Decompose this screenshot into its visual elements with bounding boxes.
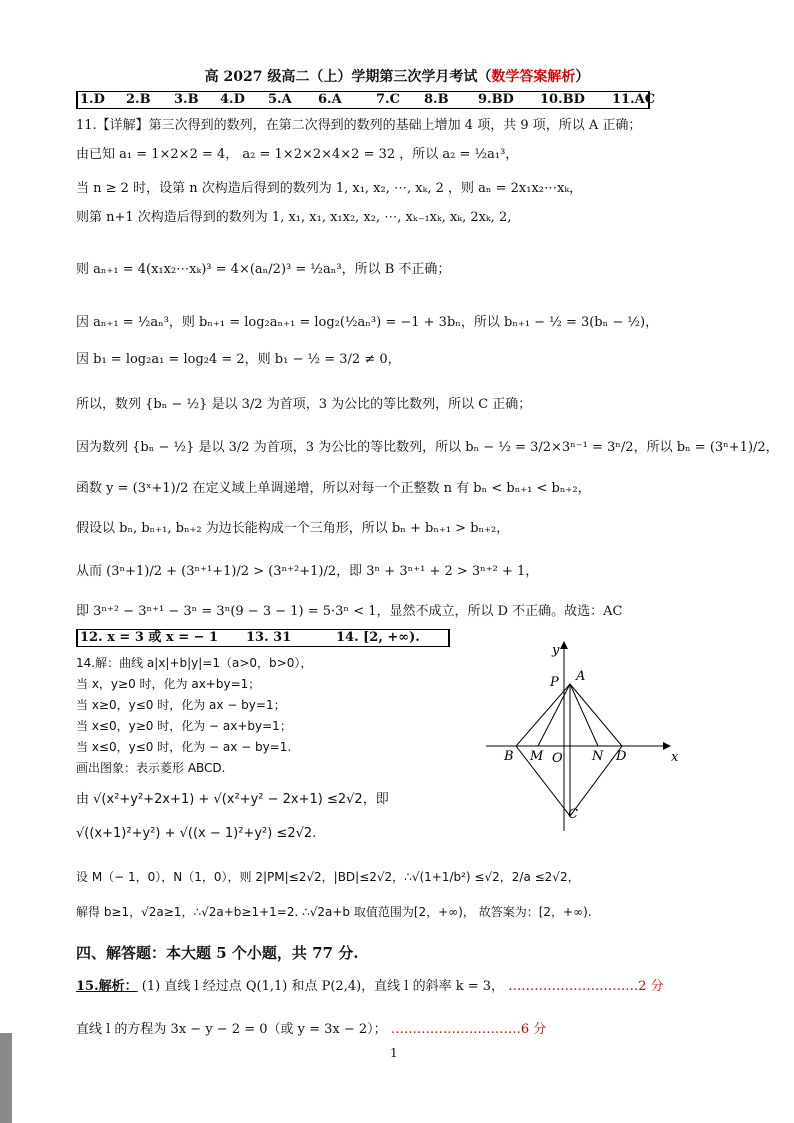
q11-line: 因 b₁ = log₂a₁ = log₂4 = 2，则 b₁ − ½ = 3/2 ≠ 0， (76, 352, 401, 367)
rhombus-figure (480, 636, 680, 836)
q11-line: 假设以 bₙ, bₙ₊₁, bₙ₊₂ 为边长能构成一个三角形，所以 bₙ + bₙ₊₁ > bₙ₊₂， (76, 521, 510, 536)
segment-pn (570, 684, 598, 746)
q14-line: 当 x≤0，y≥0 时，化为 − ax+by=1； (76, 719, 292, 733)
q11-line: 函数 y = (3ˣ+1)/2 在定义域上单调递增，所以对每一个正整数 n 有 bₙ < bₙ₊₁ < bₙ₊₂， (76, 481, 591, 496)
q14-line: 设 M（− 1，0），N（1，0），则 2|PM|≤2√2，|BD|≤2√2，∴√(1+1/b²) ≤√2，2/a ≤2√2， (76, 870, 580, 884)
label-o: O (552, 751, 563, 766)
answer-table (76, 91, 656, 109)
q14-line: 解得 b≥1，√2a≥1，∴√2a+b≥1+1=2. ∴√2a+b 取值范围为[2，+∞)， 故答案为：[2，+∞). (76, 905, 592, 919)
fill-answer-box (76, 629, 450, 647)
answer-cell: 5.A (268, 92, 292, 107)
q11-line: 11.【详解】第三次得到的数列，在第二次得到的数列的基础上增加 4 项，共 9 项，所以 A 正确； (76, 118, 642, 133)
q11-line: 当 n ≥ 2 时，设第 n 次构造后得到的数列为 1, x₁, x₂, ⋯, xₖ, 2 ，则 aₙ = 2x₁x₂⋯xₖ， (76, 181, 583, 196)
label-b: B (504, 749, 514, 764)
answer-cell: 1.D (80, 92, 105, 107)
q11-line: 即 3ⁿ⁺² − 3ⁿ⁺¹ − 3ⁿ = 3ⁿ(9 − 3 − 1) = 5·3ⁿ < 1，显然不成立，所以 D 不正确。故选：AC (76, 604, 623, 619)
q15-line: 直线 l 的方程为 3x − y − 2 = 0（或 y = 3x − 2）； (76, 1022, 387, 1037)
q15-line: (1) 直线 l 经过点 Q(1,1) 和点 P(2,4)，直线 l 的斜率 k = 3， (141, 979, 505, 994)
answer-cell: 4.D (220, 92, 245, 107)
answer-cell: 8.B (424, 92, 449, 107)
q14-line: 当 x，y≥0 时，化为 ax+by=1； (76, 677, 261, 691)
answer-13: 13. 31 (246, 630, 292, 645)
answer-cell: 2.B (126, 92, 151, 107)
q15-label: 15.解析： (76, 979, 138, 994)
page-number: 1 (390, 1046, 398, 1060)
q11-line: 则第 n+1 次构造后得到的数列为 1, x₁, x₁, x₁x₂, x₂, ⋯, xₖ₋₁xₖ, xₖ, 2xₖ, 2, (76, 210, 512, 225)
answer-14: 14. [2, +∞). (336, 630, 420, 645)
q14-line: 由 √(x²+y²+2x+1) + √(x²+y² − 2x+1) ≤2√2，即 (76, 792, 389, 807)
label-m: M (530, 749, 544, 764)
score-mark: …………………………2 分 (508, 979, 664, 994)
q11-line: 则 aₙ₊₁ = 4(x₁x₂⋯xₖ)³ = 4×(aₙ/2)³ = ½aₙ³，所以 B 不正确； (76, 262, 451, 277)
answer-12: 12. x = 3 或 x = − 1 (80, 630, 219, 645)
answer-cell: 7.C (376, 92, 400, 107)
section-heading: 四、解答题：本大题 5 个小题，共 77 分. (76, 944, 359, 962)
label-n: N (592, 749, 604, 764)
page-title: 高 2027 级高二（上）学期第三次学月考试（数学答案解析） (204, 69, 590, 85)
answer-cell: 6.A (318, 92, 342, 107)
q14-line: 当 x≥0，y≤0 时，化为 ax − by=1； (76, 698, 286, 712)
answer-cell: 9.BD (478, 92, 514, 107)
q11-line: 从而 (3ⁿ+1)/2 + (3ⁿ⁺¹+1)/2 > (3ⁿ⁺²+1)/2，即 3ⁿ + 3ⁿ⁺¹ + 2 > 3ⁿ⁺² + 1， (76, 564, 539, 579)
label-p: P (550, 675, 559, 690)
label-a: A (576, 669, 586, 684)
margin-bar (0, 1033, 12, 1123)
q11-line: 所以，数列 {bₙ − ½} 是以 3/2 为首项，3 为公比的等比数列，所以 C 正确； (76, 397, 532, 412)
answer-cell: 3.B (174, 92, 199, 107)
q14-line: √((x+1)²+y²) + √((x − 1)²+y²) ≤2√2. (76, 826, 317, 841)
axis-x-label: x (671, 750, 679, 765)
label-d: D (616, 749, 627, 764)
label-c: C (568, 807, 578, 822)
answer-cell: 10.BD (540, 92, 585, 107)
axis-y-label: y (552, 643, 560, 658)
q14-line: 画出图象：表示菱形 ABCD. (76, 761, 226, 775)
q11-line: 由已知 a₁ = 1×2×2 = 4， a₂ = 1×2×2×4×2 = 32 ，所以 a₂ = ½a₁³， (76, 147, 519, 162)
q11-line: 因为数列 {bₙ − ½} 是以 3/2 为首项，3 为公比的等比数列，所以 bₙ − ½ = 3/2×3ⁿ⁻¹ = 3ⁿ/2，所以 bₙ = (3ⁿ+1)/2， (76, 440, 779, 455)
answer-cell: 11.AC (612, 92, 656, 107)
q14-line: 14.解：曲线 a|x|+b|y|=1（a>0，b>0）， (76, 656, 313, 670)
q11-line: 因 aₙ₊₁ = ½aₙ³，则 bₙ₊₁ = log₂aₙ₊₁ = log₂(½aₙ³) = −1 + 3bₙ，所以 bₙ₊₁ − ½ = 3(bₙ − ½)， (76, 315, 659, 330)
q14-line: 当 x≤0，y≤0 时，化为 − ax − by=1. (76, 740, 292, 754)
score-mark: …………………………6 分 (390, 1022, 547, 1037)
